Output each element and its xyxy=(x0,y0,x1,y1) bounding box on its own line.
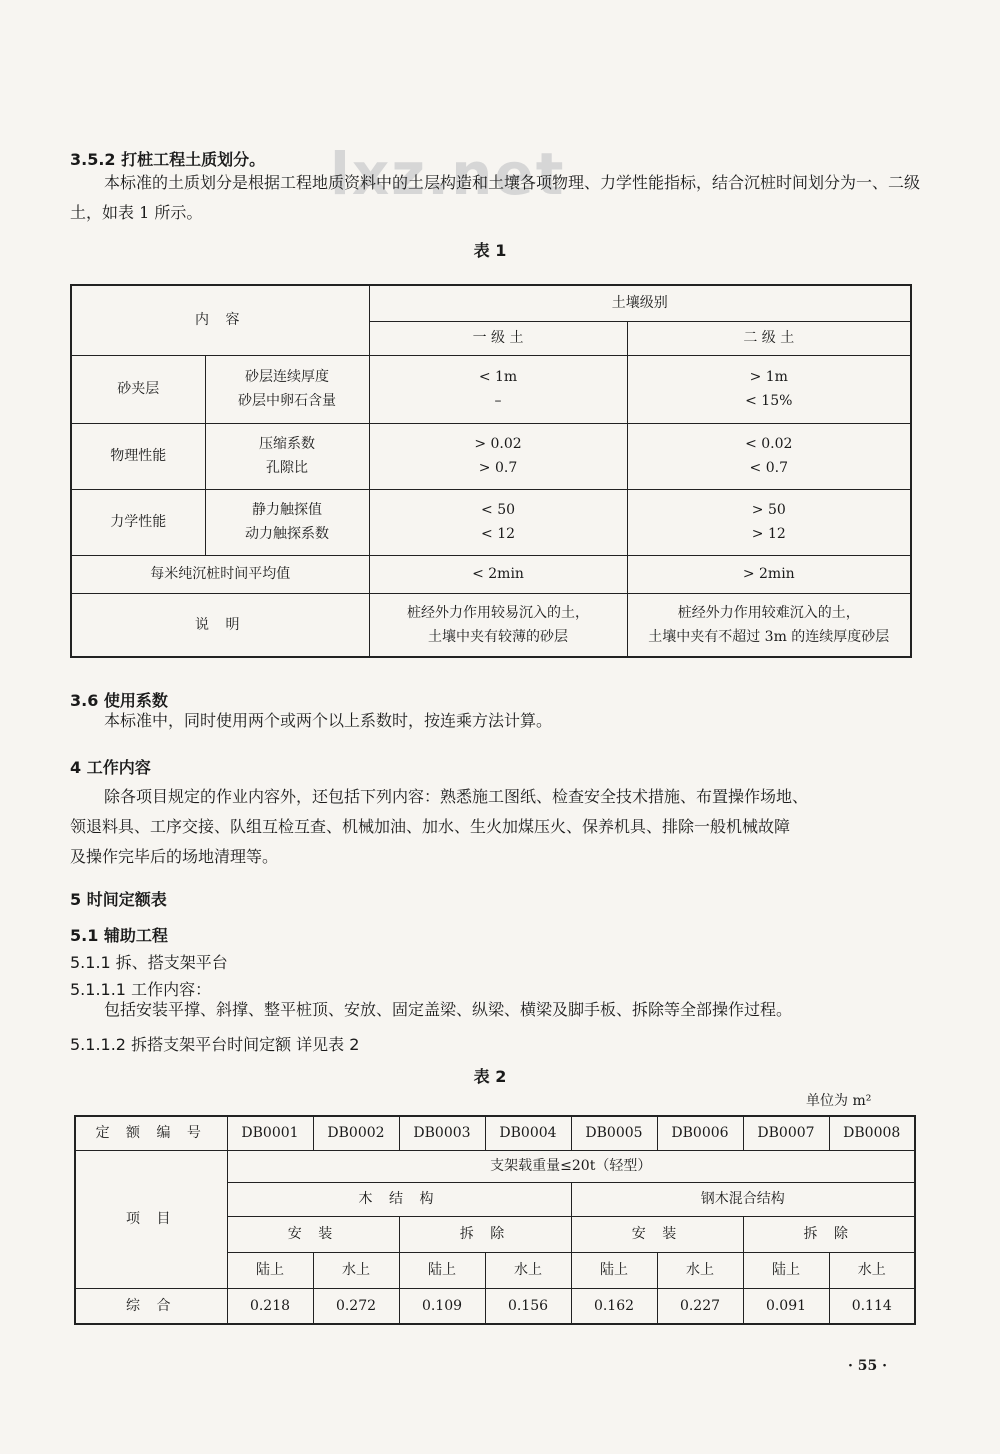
grade1-values: < 1m – xyxy=(369,355,627,423)
para-4-line3: 及操作完毕后的场地清理等。 xyxy=(70,847,279,866)
table2-caption: 表 2 xyxy=(473,1067,507,1086)
heading-5-1-1: 5.1.1 拆、搭支架平台 xyxy=(70,953,228,972)
note-label: 说 明 xyxy=(71,593,369,657)
water-header: 水上 xyxy=(829,1252,915,1288)
land-header: 陆上 xyxy=(227,1252,313,1288)
table1-caption: 表 1 xyxy=(473,241,507,260)
value-cell: 0.091 xyxy=(743,1288,829,1324)
install-header: 安 装 xyxy=(227,1216,399,1252)
item-labels: 砂层连续厚度 砂层中卵石含量 xyxy=(205,355,369,423)
grade1-values: > 0.02 > 0.7 xyxy=(369,423,627,489)
note-grade2: 桩经外力作用较难沉入的土， 土壤中夹有不超过 3m 的连续厚度砂层 xyxy=(627,593,911,657)
para-3-5-2: 本标准的土质划分是根据工程地质资料中的土层构造和土壤各项物理、力学性能指标，结合沉桩时间划分为一、二级土，如表 1 所示。 xyxy=(70,173,921,222)
content-header: 内 容 xyxy=(71,285,369,355)
code-cell: DB0008 xyxy=(829,1116,915,1150)
grade2-values: > 1m < 15% xyxy=(627,355,911,423)
time-grade1: < 2min xyxy=(369,555,627,593)
heading-5: 5 时间定额表 xyxy=(70,890,167,909)
mixed-structure-header: 钢木混合结构 xyxy=(571,1182,915,1216)
table2-unit: 单位为 m² xyxy=(806,1093,872,1109)
para-4-line1: 除各项目规定的作业内容外，还包括下列内容：熟悉施工图纸、检查安全技术措施、布置操作场地、 xyxy=(104,787,809,806)
heading-5-1-1-2: 5.1.1.2 拆搭支架平台时间定额 详见表 2 xyxy=(70,1035,360,1054)
water-header: 水上 xyxy=(485,1252,571,1288)
value-cell: 0.162 xyxy=(571,1288,657,1324)
install-header: 安 装 xyxy=(571,1216,743,1252)
time-quota-table xyxy=(74,1115,916,1325)
wood-structure-header: 木 结 构 xyxy=(227,1182,571,1216)
land-header: 陆上 xyxy=(743,1252,829,1288)
value-cell: 0.227 xyxy=(657,1288,743,1324)
code-cell: DB0002 xyxy=(313,1116,399,1150)
heading-5-1-1-1: 5.1.1.1 工作内容： xyxy=(70,980,212,999)
load-header: 支架载重量≤20t（轻型） xyxy=(227,1150,915,1182)
group-label: 力学性能 xyxy=(71,489,205,555)
remove-header: 拆 除 xyxy=(399,1216,571,1252)
para-4-line2: 领退料具、工序交接、队组互检互查、机械加油、加水、生火加煤压火、保养机具、排除一般机械故障 xyxy=(70,817,791,836)
page-number: · 55 · xyxy=(848,1358,887,1374)
soil-classification-table xyxy=(70,284,912,658)
grade1-values: < 50 < 12 xyxy=(369,489,627,555)
total-label: 综 合 xyxy=(75,1288,227,1324)
para-3-6: 本标准中，同时使用两个或两个以上系数时，按连乘方法计算。 xyxy=(104,711,553,730)
remove-header: 拆 除 xyxy=(743,1216,915,1252)
water-header: 水上 xyxy=(313,1252,399,1288)
grade1-header: 一 级 土 xyxy=(369,321,627,355)
code-cell: DB0004 xyxy=(485,1116,571,1150)
value-cell: 0.218 xyxy=(227,1288,313,1324)
code-cell: DB0007 xyxy=(743,1116,829,1150)
heading-3-5-2: 3.5.2 打桩工程土质划分。 xyxy=(70,150,266,169)
land-header: 陆上 xyxy=(571,1252,657,1288)
water-header: 水上 xyxy=(657,1252,743,1288)
time-grade2: > 2min xyxy=(627,555,911,593)
code-cell: DB0003 xyxy=(399,1116,485,1150)
code-cell: DB0005 xyxy=(571,1116,657,1150)
group-label: 物理性能 xyxy=(71,423,205,489)
soil-grade-header: 土壤级别 xyxy=(369,285,911,321)
group-label: 砂夹层 xyxy=(71,355,205,423)
grade2-header: 二 级 土 xyxy=(627,321,911,355)
code-cell: DB0001 xyxy=(227,1116,313,1150)
item-labels: 静力触探值 动力触探系数 xyxy=(205,489,369,555)
watermark: lxz.net xyxy=(330,140,566,208)
code-label: 定 额 编 号 xyxy=(75,1116,227,1150)
value-cell: 0.114 xyxy=(829,1288,915,1324)
heading-4: 4 工作内容 xyxy=(70,758,151,777)
heading-3-6: 3.6 使用系数 xyxy=(70,691,168,710)
value-cell: 0.156 xyxy=(485,1288,571,1324)
heading-5-1: 5.1 辅助工程 xyxy=(70,926,168,945)
grade2-values: > 50 > 12 xyxy=(627,489,911,555)
item-labels: 压缩系数 孔隙比 xyxy=(205,423,369,489)
value-cell: 0.109 xyxy=(399,1288,485,1324)
time-row-label: 每米纯沉桩时间平均值 xyxy=(71,555,369,593)
grade2-values: < 0.02 < 0.7 xyxy=(627,423,911,489)
para-5-1-1-1: 包括安装平撑、斜撑、整平桩顶、安放、固定盖梁、纵梁、横梁及脚手板、拆除等全部操作过程。 xyxy=(104,1000,793,1019)
value-cell: 0.272 xyxy=(313,1288,399,1324)
item-label: 项 目 xyxy=(75,1150,227,1288)
code-cell: DB0006 xyxy=(657,1116,743,1150)
land-header: 陆上 xyxy=(399,1252,485,1288)
note-grade1: 桩经外力作用较易沉入的土， 土壤中夹有较薄的砂层 xyxy=(369,593,627,657)
